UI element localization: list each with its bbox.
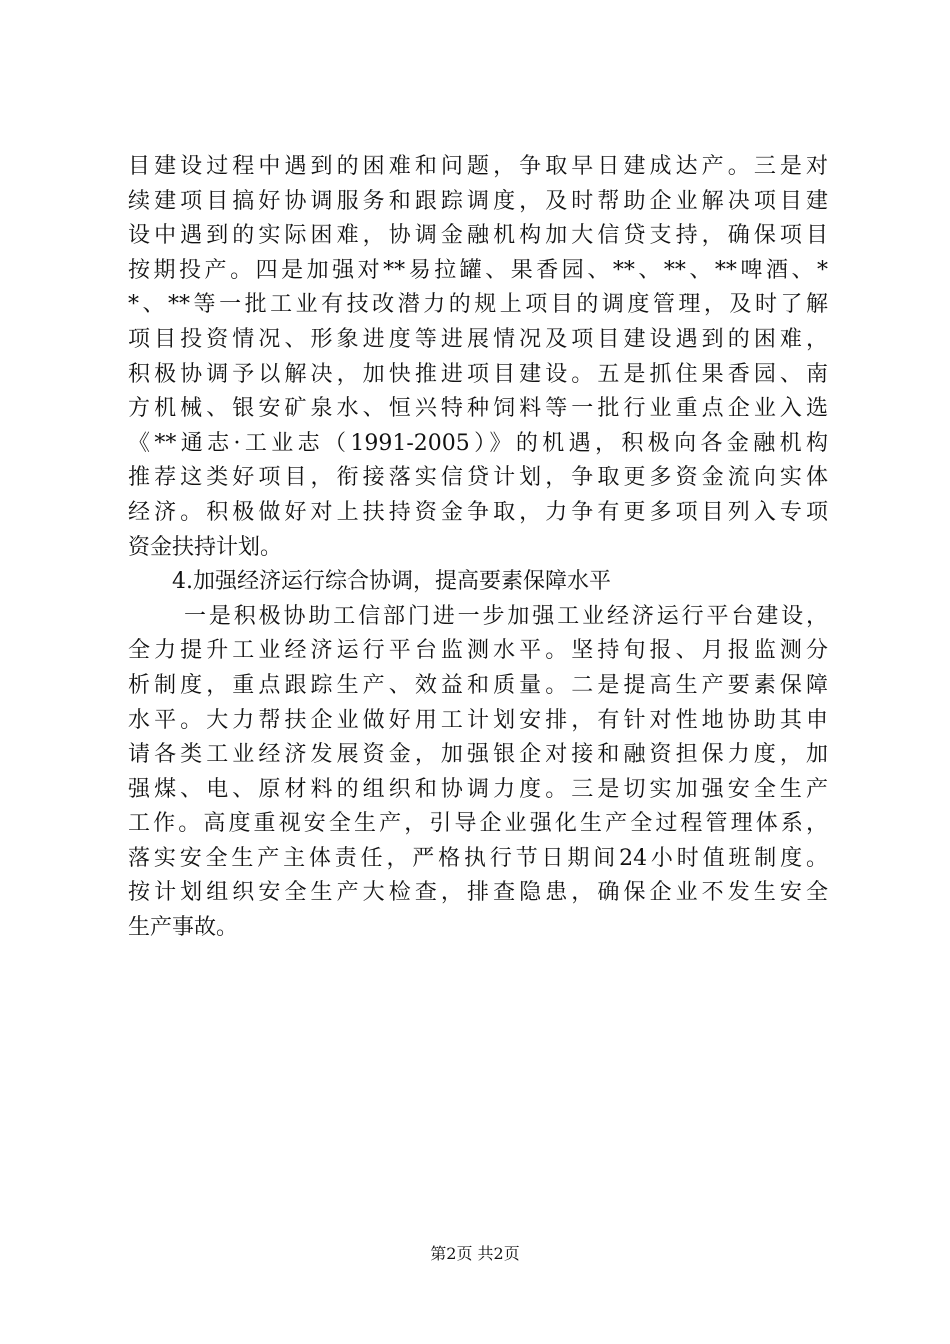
document-body <box>128 150 828 946</box>
text-line: 方机械、银安矿泉水、恒兴特种饲料等一批行业重点企业入选 <box>128 396 828 422</box>
text-line: 目建设过程中遇到的困难和问题，争取早日建成达产。三是对 <box>128 154 828 179</box>
text-line: 落实安全生产主体责任，严格执行节日期间24小时值班制度。 <box>128 845 828 871</box>
text-line: 水平。大力帮扶企业做好用工计划安排，有针对性地协助其申 <box>128 707 828 733</box>
text-line: *、**等一批工业有技改潜力的规上项目的调度管理，及时了解 <box>128 292 828 318</box>
text-line: 析制度，重点跟踪生产、效益和质量。二是提高生产要素保障 <box>128 672 828 698</box>
section-heading: 4.加强经济运行综合协调，提高要素保障水平 <box>172 569 611 595</box>
text-line: 设中遇到的实际困难，协调金融机构加大信贷支持，确保项目 <box>128 223 828 249</box>
text-line: 积极协调予以解决，加快推进项目建设。五是抓住果香园、南 <box>128 361 828 387</box>
text-line: 按计划组织安全生产大检查，排查隐患，确保企业不发生安全 <box>128 880 828 906</box>
text-line: 生产事故。 <box>128 915 239 941</box>
text-line: 强煤、电、原材料的组织和协调力度。三是切实加强安全生产 <box>128 776 828 802</box>
text-line: 请各类工业经济发展资金，加强银企对接和融资担保力度，加 <box>128 742 828 768</box>
text-line: 项目投资情况、形象进度等进展情况及项目建设遇到的困难， <box>128 326 828 352</box>
text-line: 工作。高度重视安全生产，引导企业强化生产全过程管理体系， <box>128 811 828 837</box>
text-line: 一是积极协助工信部门进一步加强工业经济运行平台建设， <box>184 603 828 629</box>
text-line: 推荐这类好项目，衔接落实信贷计划，争取更多资金流向实体 <box>128 465 828 491</box>
text-line: 经济。积极做好对上扶持资金争取，力争有更多项目列入专项 <box>128 499 828 525</box>
text-line: 按期投产。四是加强对**易拉罐、果香园、**、**、**啤酒、* <box>128 257 828 283</box>
text-line: 《**通志·工业志（1991-2005）》的机遇，积极向各金融机构 <box>128 430 828 456</box>
text-line: 全力提升工业经济运行平台监测水平。坚持旬报、月报监测分 <box>128 638 828 664</box>
page-footer: 第2页 共2页 <box>430 1244 520 1263</box>
text-line: 续建项目搞好协调服务和跟踪调度，及时帮助企业解决项目建 <box>128 188 828 214</box>
text-line: 资金扶持计划。 <box>128 534 283 560</box>
